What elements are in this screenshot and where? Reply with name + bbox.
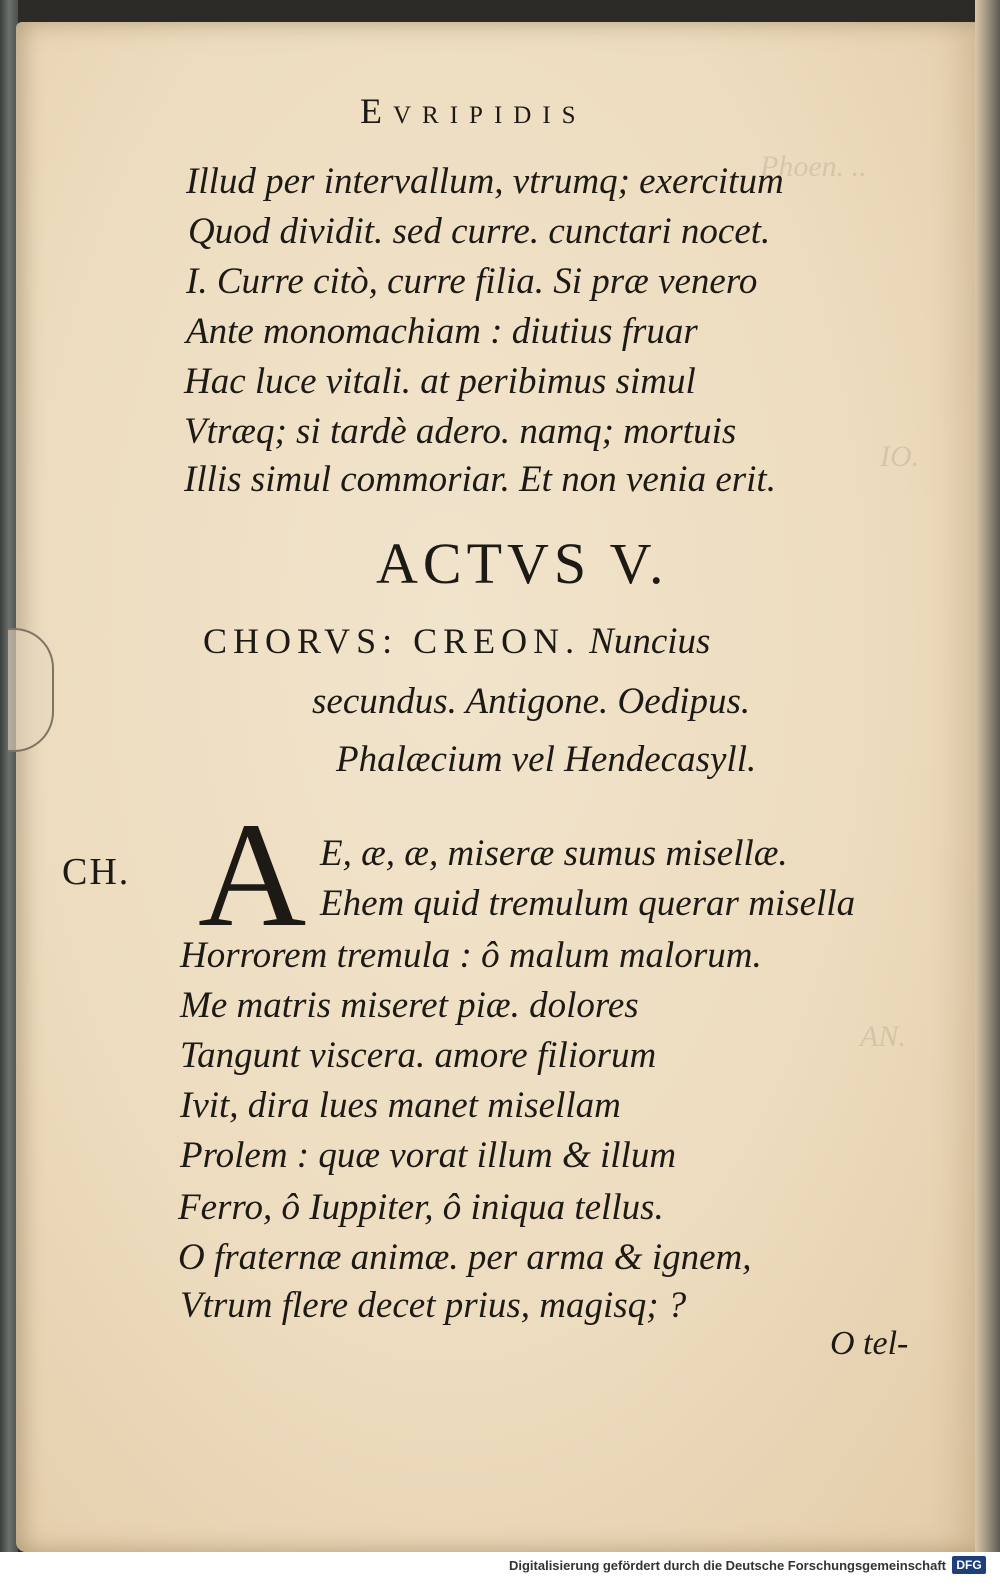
text-line: Ante monomachiam : diutius fruar [186,311,698,352]
text-line: Illud per intervallum, vtrumq; exercitum [186,161,784,202]
dfg-logo: DFG [952,1556,986,1574]
verse-line: Ferro, ô Iuppiter, ô iniqua tellus. [178,1187,664,1228]
drop-cap: A [198,792,307,958]
cast-chorus-creon: CHORVS: CREON. [203,621,581,661]
footer-credit: Digitalisierung gefördert durch die Deutsche Forschungsgemeinschaft [508,1558,946,1573]
verse-line: Horrorem tremula : ô malum malorum. [180,935,762,976]
text-line: Hac luce vitali. at peribimus simul [184,361,696,402]
cast-line-2: secundus. Antigone. Oedipus. [312,681,751,722]
verse-line: Ivit, dira lues manet misellam [180,1085,621,1126]
text-line: Quod dividit. sed curre. cunctari nocet. [188,211,771,252]
text-line: Vtræq; si tardè adero. namq; mortuis [184,411,737,452]
verse-line: Ehem quid tremulum querar misella [320,883,856,924]
text-line: I. Curre citò, curre filia. Si præ venero [186,261,758,302]
bleed-through-text: AN. [860,1020,906,1053]
act-title: ACTVS V. [376,531,669,596]
verse-line: Vtrum flere decet prius, magisq; ? [180,1285,687,1326]
catchword: O tel- [830,1325,909,1362]
verse-line: Prolem : quæ vorat illum & illum [180,1135,677,1176]
bleed-through-text: Phoen. .. [760,150,867,183]
bleed-through-text: IO. [880,440,920,473]
text-line: Illis simul commoriar. Et non venia erit. [184,459,776,500]
verse-line: E, æ, æ, miseræ sumus misellæ. [320,833,788,874]
page-right-edge [975,0,1000,1587]
cast-nuncius: Nuncius [589,621,711,662]
speaker-label: CH. [62,851,131,893]
cast-line-1 [203,620,710,663]
verse-line: Tangunt viscera. amore filiorum [180,1035,657,1076]
page-tab-marker [8,628,54,752]
meter-line: Phalæcium vel Hendecasyll. [336,739,757,780]
verse-line: Me matris miseret piæ. dolores [180,985,639,1026]
verse-line: O fraternæ animæ. per arma & ignem, [178,1237,752,1278]
running-header: Evripidis [360,91,587,131]
